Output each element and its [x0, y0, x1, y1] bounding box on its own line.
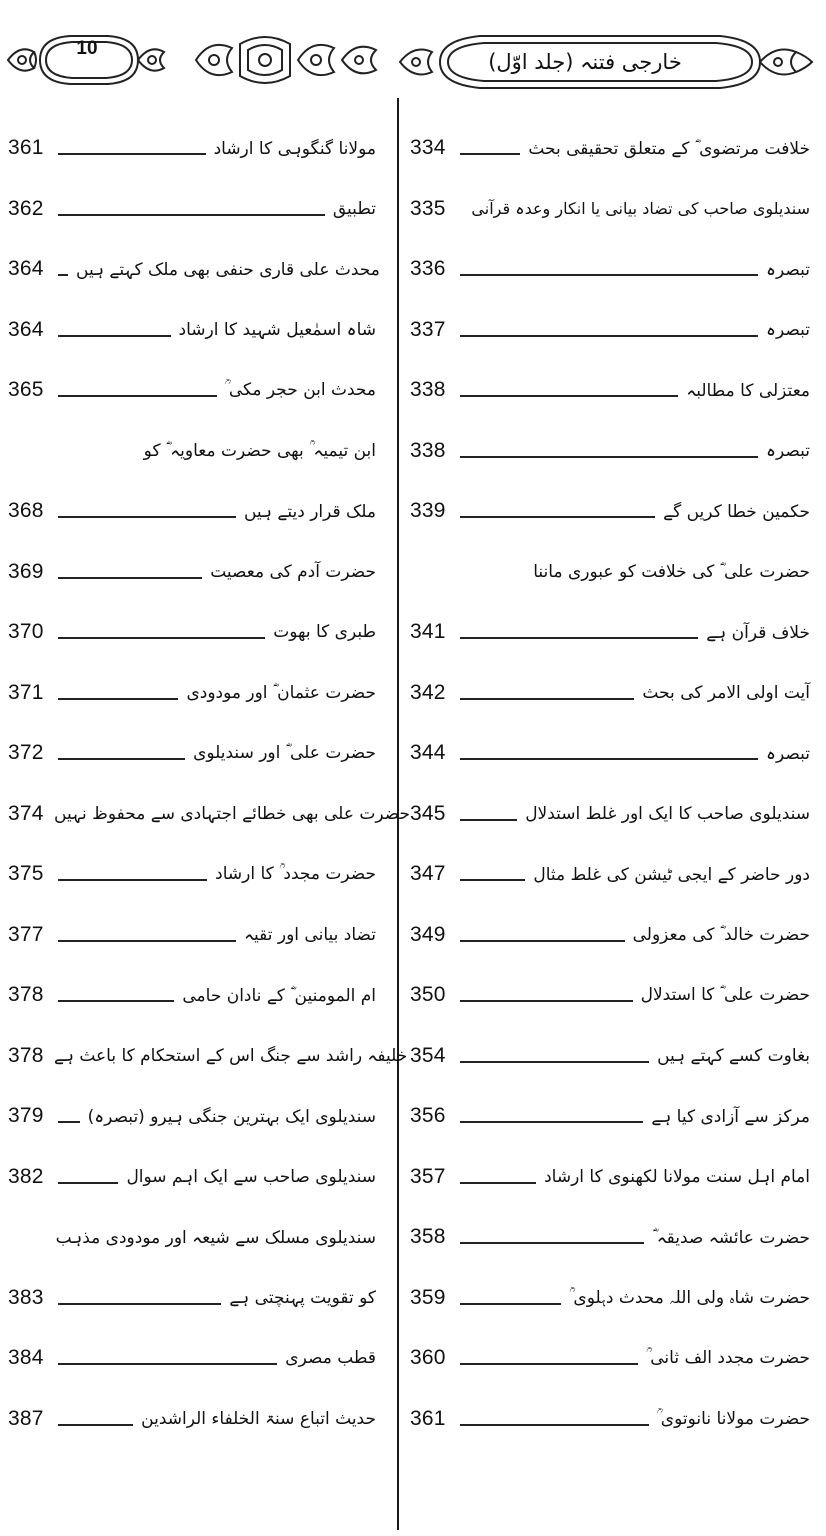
toc-page-number: 347: [410, 862, 446, 886]
toc-page-number: 387: [8, 1406, 44, 1430]
toc-title: ملک قرار دیتے ہیں: [243, 501, 376, 522]
toc-entry: [410, 179, 810, 240]
leader-line: [460, 1061, 649, 1063]
leader-line: [58, 577, 202, 579]
toc-page-number: 338: [410, 438, 446, 462]
toc-entry: [410, 844, 810, 905]
toc-entry: [410, 602, 810, 663]
toc-page-number: 350: [410, 983, 446, 1007]
toc-entry: [410, 118, 810, 179]
toc-entry: [8, 602, 376, 663]
toc-entry: [8, 300, 376, 361]
ornamental-header-frame: [0, 0, 826, 100]
toc-entry: [8, 723, 376, 784]
toc-title: ام المومنین ؓ کے نادان حامی: [182, 985, 376, 1006]
toc-page-number: 377: [8, 922, 44, 946]
leader-line: [460, 819, 517, 821]
toc-page-number: 375: [8, 862, 44, 886]
leader-line: [58, 758, 185, 760]
toc-title: حدیث اتباع سنۃ الخلفاء الراشدین: [141, 1409, 376, 1430]
toc-entry: [410, 239, 810, 300]
toc-page-number: 358: [410, 1225, 446, 1249]
toc-title: حضرت علی بھی خطائے اجتہادی سے محفوظ نہیں: [54, 804, 410, 825]
toc-title: معتزلی کا مطالبہ: [686, 380, 810, 401]
toc-entry: [410, 300, 810, 361]
toc-title: حکمین خطا کریں گے: [663, 501, 810, 522]
toc-title: سندیلوی صاحب سے ایک اہم سوال: [126, 1167, 376, 1188]
leader-line: [58, 637, 265, 639]
toc-title: امام اہل سنت مولانا لکھنوی کا ارشاد: [544, 1167, 810, 1188]
leader-line: [460, 335, 758, 337]
toc-page-number: 374: [8, 801, 44, 825]
toc-entry: [8, 1147, 376, 1208]
toc-title: محدث علی قاری حنفی بھی ملک کہتے ہیں: [76, 259, 380, 280]
toc-title: حضرت خالد ؓ کی معزولی: [632, 924, 810, 945]
toc-title: مرکز سے آزادی کیا ہے: [651, 1106, 810, 1127]
leader-line: [460, 1182, 536, 1184]
leader-line: [460, 1242, 644, 1244]
toc-title: خلیفہ راشد سے جنگ اس کے استحکام کا باعث ہے: [54, 1046, 408, 1067]
toc-page-number: 336: [410, 257, 446, 281]
toc-title: خلافت مرتضوی ؓ کے متعلق تحقیقی بحث: [528, 138, 810, 159]
leader-line: [58, 1424, 133, 1426]
toc-title: تضاد بیانی اور تقیہ: [244, 925, 376, 946]
page-header: [0, 0, 826, 100]
toc-entry: [410, 360, 810, 421]
toc-title: کو تقویت پہنچتی ہے: [229, 1288, 376, 1309]
leader-line: [460, 274, 758, 276]
leader-line: [460, 516, 655, 518]
toc-right-column: [410, 118, 810, 1449]
toc-entry: [410, 905, 810, 966]
leader-line: [58, 1363, 277, 1365]
toc-entry: [410, 965, 810, 1026]
toc-entry: [8, 1268, 376, 1329]
toc-entry: [410, 1389, 810, 1450]
toc-entry: [8, 179, 376, 240]
toc-title: محدث ابن حجر مکی ؒ: [224, 380, 376, 401]
toc-page-number: 361: [410, 1406, 446, 1430]
toc-title: حضرت علی ؓ کی خلافت کو عبوری ماننا: [533, 561, 810, 582]
toc-entry: [410, 1086, 810, 1147]
toc-title: طبری کا بھوت: [273, 622, 376, 643]
toc-title: حضرت شاہ ولی اللہ محدث دہلوی ؒ: [569, 1287, 810, 1308]
toc-title: حضرت مجدد ؒ کا ارشاد: [215, 864, 376, 885]
leader-line: [460, 758, 758, 760]
toc-title: بغاوت کسے کہتے ہیں: [657, 1046, 810, 1067]
leader-line: [58, 940, 236, 942]
toc-title: سندیلوی مسلک سے شیعہ اور مودودی مذہب: [55, 1227, 376, 1248]
toc-page-number: 372: [8, 741, 44, 765]
leader-line: [58, 1121, 80, 1123]
toc-title: سندیلوی ایک بہترین جنگی ہیرو (تبصرہ): [87, 1106, 376, 1127]
toc-entry: [8, 118, 376, 179]
toc-title: حضرت عثمان ؓ اور مودودی: [186, 682, 376, 703]
toc-title: دور حاضر کے ایجی ٹیشن کی غلط مثال: [533, 864, 810, 885]
toc-entry: [410, 723, 810, 784]
leader-line: [460, 1000, 633, 1002]
toc-title: خلاف قرآن ہے: [706, 622, 810, 643]
toc-entry: [410, 1207, 810, 1268]
toc-title: سندیلوی صاحب کی تضاد بیانی یا انکار وعدہ قرآنی: [471, 199, 810, 219]
toc-title: شاہ اسمٰعیل شہید کا ارشاد: [178, 320, 376, 341]
toc-page-number: 357: [410, 1164, 446, 1188]
toc-page-number: 361: [8, 136, 44, 160]
toc-entry: [410, 784, 810, 845]
leader-line: [58, 698, 178, 700]
toc-page-number: 370: [8, 620, 44, 644]
toc-left-column: [8, 118, 410, 1449]
toc-entry: [8, 965, 376, 1026]
toc-title: آیت اولی الامر کی بحث: [642, 682, 810, 703]
leader-line: [460, 1424, 649, 1426]
toc-entry: [8, 1086, 376, 1147]
toc-entry: [8, 1026, 408, 1087]
toc-entry: [8, 360, 376, 421]
toc-entry: [8, 1328, 376, 1389]
leader-line: [58, 274, 68, 276]
toc-page-number: 354: [410, 1043, 446, 1067]
toc-entry: [410, 1268, 810, 1329]
toc-title: ابن تیمیہ ؒ بھی حضرت معاویہ ؓ کو: [143, 441, 376, 462]
toc-page-number: 362: [8, 196, 44, 220]
toc-entry: [8, 663, 376, 724]
leader-line: [58, 1182, 118, 1184]
toc-page-number: 364: [8, 257, 44, 281]
toc-title: قطب مصری: [285, 1348, 376, 1369]
toc-entry: [8, 844, 376, 905]
leader-line: [58, 335, 171, 337]
toc-title: تبصرہ: [766, 320, 810, 341]
toc-page-number: 334: [410, 136, 446, 160]
toc-page-number: 339: [410, 499, 446, 523]
leader-line: [460, 940, 625, 942]
toc-page-number: 371: [8, 680, 44, 704]
leader-line: [58, 1000, 174, 1002]
toc-entry: [8, 784, 410, 845]
toc-title: سندیلوی صاحب کا ایک اور غلط استدلال: [525, 803, 810, 824]
toc-title: تبصرہ: [766, 743, 810, 764]
toc-page-number: 341: [410, 620, 446, 644]
leader-line: [58, 153, 206, 155]
leader-line: [58, 214, 325, 216]
toc-title: حضرت مجدد الف ثانی ؒ: [646, 1348, 810, 1369]
leader-line: [460, 456, 758, 458]
leader-line: [58, 879, 207, 881]
toc-entry: [410, 1026, 810, 1087]
toc-page-number: 344: [410, 741, 446, 765]
toc-entry: [8, 542, 376, 603]
toc-entry: [410, 421, 810, 482]
toc-entry-continued: [8, 421, 376, 482]
toc-title: مولانا گنگوہی کا ارشاد: [213, 138, 376, 159]
toc-entry: [410, 481, 810, 542]
toc-title: حضرت عائشہ صدیقہ ؓ: [652, 1227, 810, 1248]
book-title: خارجی فتنہ (جلد اوّل): [488, 50, 682, 74]
leader-line: [460, 1121, 643, 1123]
leader-line: [460, 637, 698, 639]
toc-page-number: 349: [410, 922, 446, 946]
leader-line: [58, 1303, 221, 1305]
leader-line: [58, 516, 236, 518]
toc-page-number: 356: [410, 1104, 446, 1128]
toc-page-number: 360: [410, 1346, 446, 1370]
toc-title: تبصرہ: [766, 259, 810, 280]
toc-page-number: 345: [410, 801, 446, 825]
toc-entry: [8, 239, 380, 300]
toc-page-number: 383: [8, 1285, 44, 1309]
toc-page-number: 338: [410, 378, 446, 402]
toc-page-number: 364: [8, 317, 44, 341]
toc-page-number: 337: [410, 317, 446, 341]
toc-entry: [410, 1147, 810, 1208]
toc-entry-continued: [410, 542, 810, 603]
toc-page-number: 342: [410, 680, 446, 704]
toc-title: حضرت آدم کی معصیت: [210, 561, 376, 582]
page-number: 10: [76, 38, 98, 59]
toc-page-number: 384: [8, 1346, 44, 1370]
toc-entry: [8, 1389, 376, 1450]
toc-page-number: 368: [8, 499, 44, 523]
toc-entry: [8, 905, 376, 966]
leader-line: [460, 698, 634, 700]
toc-title: حضرت مولانا نانوتوی ؒ: [656, 1408, 810, 1429]
toc-title: تطبیق: [332, 198, 376, 219]
toc-page-number: 378: [8, 983, 44, 1007]
leader-line: [460, 1303, 561, 1305]
toc-page-number: 369: [8, 559, 44, 583]
toc-page-number: 379: [8, 1104, 44, 1128]
leader-line: [58, 395, 217, 397]
toc-page-number: 335: [410, 196, 446, 220]
leader-line: [460, 879, 525, 881]
toc-page-number: 382: [8, 1164, 44, 1188]
toc-page-number: 378: [8, 1043, 44, 1067]
leader-line: [460, 1363, 638, 1365]
leader-line: [460, 395, 678, 397]
toc-entry: [8, 481, 376, 542]
toc-page-number: 359: [410, 1285, 446, 1309]
leader-line: [460, 153, 520, 155]
toc-title: حضرت علی ؓ اور سندیلوی: [193, 743, 376, 764]
toc-entry: [410, 663, 810, 724]
toc-title: تبصرہ: [766, 441, 810, 462]
toc-entry-continued: [8, 1207, 376, 1268]
toc-entry: [410, 1328, 810, 1389]
toc-title: حضرت علی ؓ کا استدلال: [640, 985, 810, 1006]
toc-page-number: 365: [8, 378, 44, 402]
